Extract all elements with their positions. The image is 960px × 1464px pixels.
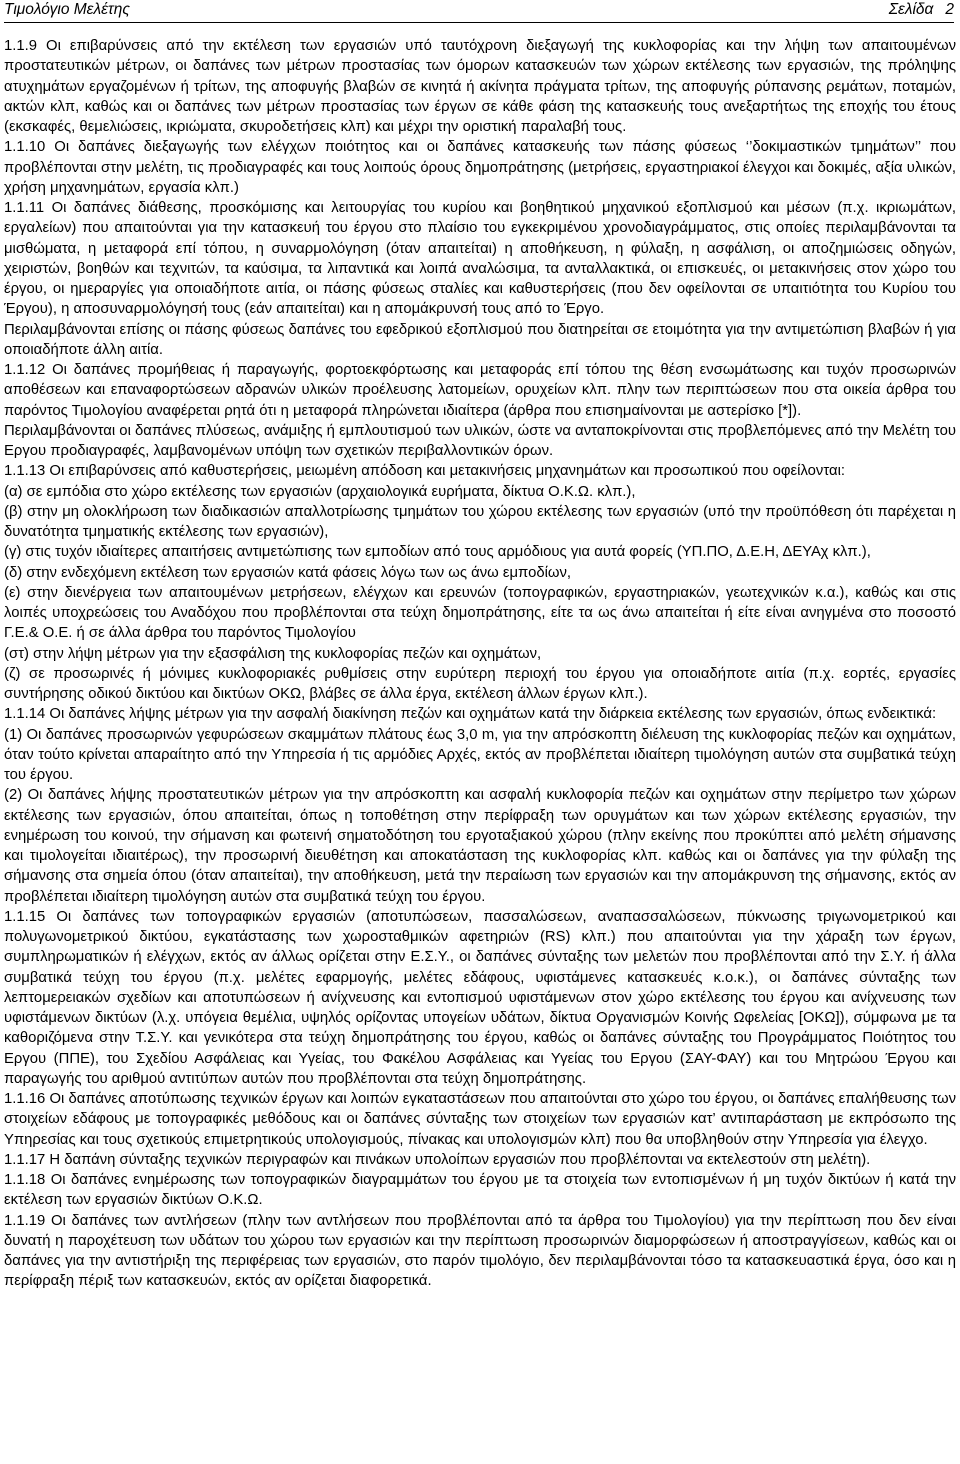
list-item: (α) σε εμπόδια στο χώρο εκτέλεσης των εργασιών (αρχαιολογικά ευρήματα, δίκτυα Ο.Κ.Ω. κλπ.), [4,483,636,500]
page-number: 2 [945,1,954,18]
paragraph: 1.1.19 Οι δαπάνες των αντλήσεων (πλην των αντλήσεων που προβλέπονται από τα άρθρα του Τιμολογίου) για την περίπτωση που δεν είναι δυνατή η παροχέτευση των υδάτων του χώρου των εργασιών και την περίπτωση προσωρινών διαμορφώσεων ή αποστραγγίσεων, καθώς και οι δαπάνες για την αντιστήριξη της περιφέρειας των εργασιών, στο παρόν τιμολόγιο, δεν περιλαμβάνονται τόσο τα κατασκευαστικά έργα, όσο και η περίφραξη πέριξ των κατασκευών, εκτός αν ορίζεται διαφορετικά. [4,1212,956,1290]
list-item: (β) στην μη ολοκλήρωση των διαδικασιών απαλλοτρίωσης τμημάτων του χώρου εκτέλεσης των εργασιών (υπό την προϋπόθεση ότι παρέχεται η δυνατότητα τμηματικής εκτέλεσης των εργασιών), [4,503,956,540]
paragraph: 1.1.13 Οι επιβαρύνσεις από καθυστερήσεις, μειωμένη απόδοση και μετακινήσεις μηχανημάτων και προσωπικού που οφείλονται: [4,463,845,480]
list-item: (ζ) σε προσωρινές ή μόνιμες κυκλοφοριακές ρυθμίσεις στην ευρύτερη περιοχή του έργου για οποιαδήποτε αιτία (π.χ. εορτές, εργασίες συντήρησης οδικού δικτύου και δικτύων ΟΚΩ, βλάβες σε άλλα έργα, εκτέλεση άλλων έργων κλπ.). [4,665,956,702]
paragraph: 1.1.15 Οι δαπάνες των τοπογραφικών εργασιών (αποτυπώσεων, πασσαλώσεων, αναπασσαλώσεων, πύκνωσης τριγωνομετρικού και πολυγωνομετρικού δικτύου, εγκατάστασης των χωροσταθμικών αφετηριών (RS) κλπ.) που απαιτούνται για την χάραξη των έργων, συμπληρωματικών ή ελέγχων, εκτός αν άλλως ορίζεται στην Ε.Σ.Υ., οι δαπάνες σύνταξης των μελετών που προβλέπονται από την Σ.Υ. ή άλλα συμβατικά τεύχη του έργου (π.χ. μελέτες εφαρμογής, μελέτες εδάφους, υφιστάμενες κατασκευές κ.ο.κ.), οι δαπάνες σύνταξης των λεπτομερειακών σχεδίων και αποτυπώσεων ή ανίχνευσης και εντοπισμού υφιστάμενων στον χώρο εκτέλεσης του έργου και ανίχνευσης των υφιστάμενων δικτύων (λ.χ. υπόγεια θεμέλια, υψηλός ορίζοντας υπογείων υδάτων, δίκτυα Οργανισμών Κοινής Ωφελείας [ΟΚΩ]), σύμφωνα με τα καθοριζόμενα στην Τ.Σ.Υ. και γενικότερα στα τεύχη δημοπράτησης του έργου, καθώς οι δαπάνες σύνταξης του Προγράμματος Ποιότητος του Εργου (ΠΠΕ), του Σχεδίου Ασφάλειας και Υγείας, του Φακέλου Ασφάλειας και Υγείας του Εργου (ΣΑΥ-ΦΑΥ) και του Μητρώου Έργου και παραγωγής του αριθμού αντιτύπων αυτών που προβλέπονται στα τεύχη δημοπράτησης. [4,908,956,1087]
list-item: (1) Οι δαπάνες προσωρινών γεφυρώσεων σκαμμάτων πλάτους έως 3,0 m, για την απρόσκοπτη διέλευση της κυκλοφορίας πεζών και οχημάτων, όταν τούτο κρίνεται απαραίτητο από την Υπηρεσία ή τις αρμόδιες Αρχές, εκτός αν προβλέπεται ιδιαίτερη τιμολόγηση αυτών στα συμβατικά τεύχη του έργου. [4,726,956,783]
paragraph: 1.1.14 Οι δαπάνες λήψης μέτρων για την ασφαλή διακίνηση πεζών και οχημάτων κατά την διάρκεια εκτέλεσης των εργασιών, όπως ενδεικτικά: [4,706,937,723]
document-body [4,36,956,1292]
paragraph: 1.1.10 Οι δαπάνες διεξαγωγής των ελέγχων ποιότητος και οι δαπάνες κατασκευής των πάσης φύσεως ‘’δοκιμαστικών τμημάτων’’ που προβλέπονται στην μελέτη, τις προδιαγραφές και τους λοιπούς όρους δημοπράτησης (μετρήσεις, εργαστηριακοί έλεγχοι και δοκιμές, αξία υλικών, χρήση μηχανημάτων, εργασία κλπ.) [4,139,956,196]
paragraph: 1.1.16 Οι δαπάνες αποτύπωσης τεχνικών έργων και λοιπών εγκαταστάσεων που απαιτούνται στο χώρο του έργου, οι δαπάνες επαλήθευσης των στοιχείων εδάφους με τοπογραφικές μεθόδους και οι δαπάνες σύνταξης των στοιχείων των εργασιών κατ’ αντιπαράσταση με εκπρόσωπο της Υπηρεσίας και τους σχετικούς επιμετρητικούς υπολογισμούς, πίνακας και υπολογισμών κλπ) που θα υποβληθούν στην Υπηρεσία για έλεγχο. [4,1091,956,1148]
list-item: (ε) στην διενέργεια των απαιτουμένων μετρήσεων, ελέγχων και ερευνών (τοπογραφικών, εργαστηριακών, γεωτεχνικών κ.α.), καθώς και στις λοιπές υποχρεώσεις του Αναδόχου που προβλέπονται στα τεύχη δημοπράτησης, είτε τα ως άνω απαιτείται ή είτε είναι ανηγμένα στο ποσοστό Γ.Ε.& Ο.Ε. ή σε άλλα άρθρα του παρόντος Τιμολογίου [4,584,956,642]
list-item: (γ) στις τυχόν ιδιαίτερες απαιτήσεις αντιμετώπισης των εμποδίων από τους αρμόδιους για αυτά φορείς (ΥΠ.ΠΟ, Δ.Ε.Η, ΔΕΥΑχ κλπ.), [4,544,871,561]
paragraph: 1.1.11 Οι δαπάνες διάθεσης, προσκόμισης και λειτουργίας του κυρίου και βοηθητικού μηχανικού εξοπλισμού και μέσων (π.χ. ικριωμάτων, εργαλείων) που απαιτούνται για την κατασκευή του έργου στο πλαίσιο του εγκεκριμένου χρονοδιαγράμματος, στις οποίες περιλαμβάνονται τα μισθώματα, η μεταφορά επί τόπου, η συναρμολόγηση (όταν απαιτείται) η αποθήκευση, η φύλαξη, η ασφάλιση, οι αποζημιώσεις οδηγών, χειριστών, βοηθών και τεχνιτών, τα καύσιμα, τα λιπαντικά και λοιπά αναλώσιμα, τα ανταλλακτικά, οι επισκευές, οι μετακινήσεις στον χώρο του έργου, οι ημεραργίες για οποιαδήποτε αιτία, οι πάσης φύσεως σταλίες και καθυστερήσεις (που δεν οφείλονται σε υπαιτιότητα του Κυρίου του Έργου), η αποσυναρμολόγησή τους (εάν απαιτείται) και η απομάκρυνσή τους από το Έργο. [4,200,956,318]
paragraph: Περιλαμβάνονται επίσης οι πάσης φύσεως δαπάνες του εφεδρικού εξοπλισμού που διατηρείται σε ετοιμότητα για την αντιμετώπιση βλαβών ή για οποιαδήποτε άλλη αιτία. [4,321,956,358]
paragraph: 1.1.17 Η δαπάνη σύνταξης τεχνικών περιγραφών και πινάκων υπολοίπων εργασιών που προβλέπονται να εκτελεστούν στη μελέτη). [4,1151,871,1168]
paragraph: Περιλαμβάνονται οι δαπάνες πλύσεως, ανάμιξης ή εμπλουτισμού των υλικών, ώστε να ανταποκρίνονται στις προβλεπόμενες από την Μελέτη του Εργου προδιαγραφές, λαμβανομένων υπόψη των σχετικών περιβαλλοντικών όρων. [4,422,956,459]
page-header [4,0,954,23]
page-label: Σελίδα [888,1,934,18]
list-item: (στ) στην λήψη μέτρων για την εξασφάλιση της κυκλοφορίας πεζών και οχημάτων, [4,645,542,662]
paragraph: 1.1.12 Οι δαπάνες προμήθειας ή παραγωγής, φορτοεκφόρτωσης και μεταφοράς επί τόπου της θέση ενσωμάτωσης και τυχόν προσωρινών αποθέσεων και επαναφορτώσεων αδρανών υλικών προέλευσης λατομείων, ορυχείων κλπ. πλην των περιπτώσεων που στα οικεία άρθρα του παρόντος Τιμολογίου αναφέρεται ρητά ότι η μεταφορά πληρώνεται ιδιαίτερα (άρθρα που επισημαίνονται με αστερίσκο [*]). [4,362,956,419]
document-title: Τιμολόγιο Μελέτης [4,1,130,18]
list-item: (2) Οι δαπάνες λήψης προστατευτικών μέτρων για την απρόσκοπτη και ασφαλή κυκλοφορία πεζών και οχημάτων στην περίμετρο των χώρων εκτέλεσης των εργασιών, όπου απαιτείται, όπως η τοποθέτηση στην περίφραξη των ορυγμάτων και των χώρων εκτέλεσης εργασιών, την ενημέρωση του κοινού, την σήμανση και φωτεινή σηματοδότηση του εργοταξιακού χώρου (πλην εκείνης που προκύπτει από μελέτη σήμανσης και τιμολογείται ιδιαιτέρως), την προσωρινή διευθέτηση και αποκατάσταση της κυκλοφορίας κλπ. καθώς και οι δαπάνες για την φύλαξη της σήμανσης στα σημεία όπου (όταν απαιτείται), την αποθήκευση, μετά την περαίωση των εργασιών και την απομάκρυνση της σήμανσης, εκτός αν προβλέπεται ιδιαίτερη τιμολόγηση αυτών στα συμβατικά τεύχη του έργου. [4,787,956,905]
list-item: (δ) στην ενδεχόμενη εκτέλεση των εργασιών κατά φάσεις λόγω των ως άνω εμποδίων, [4,564,572,581]
page-indicator [889,1,954,19]
paragraph: 1.1.18 Οι δαπάνες ενημέρωσης των τοπογραφικών διαγραμμάτων του έργου με τα στοιχεία των εντοπισμένων ή μη τυχόν δικτύων ή κατά την εκτέλεση των εργασιών δικτύων Ο.Κ.Ω. [4,1172,956,1209]
paragraph: 1.1.9 Οι επιβαρύνσεις από την εκτέλεση των εργασιών υπό ταυτόχρονη διεξαγωγή της κυκλοφορίας και την λήψη των απαιτουμένων προστατευτικών μέτρων, οι δαπάνες των μέτρων προστασίας των όμορων κατασκευών των χώρων εκτέλεσης των εργασιών, της πρόληψης ατυχημάτων εργαζομένων ή τρίτων, της αποφυγής βλαβών σε κινητά ή ακίνητα πράγματα τρίτων, της αποφυγής ρύπανσης ρεμάτων, ποταμών, ακτών κλπ, καθώς και οι δαπάνες των μέτρων προστασίας των έργων σε κάθε φάση της κατασκευής τους ανεξαρτήτως της εποχής του έτους (εκσκαφές, θεμελιώσεις, ικριώματα, σκυροδετήσεις κλπ) και μέχρι την οριστική παραλαβή τους. [4,38,956,135]
